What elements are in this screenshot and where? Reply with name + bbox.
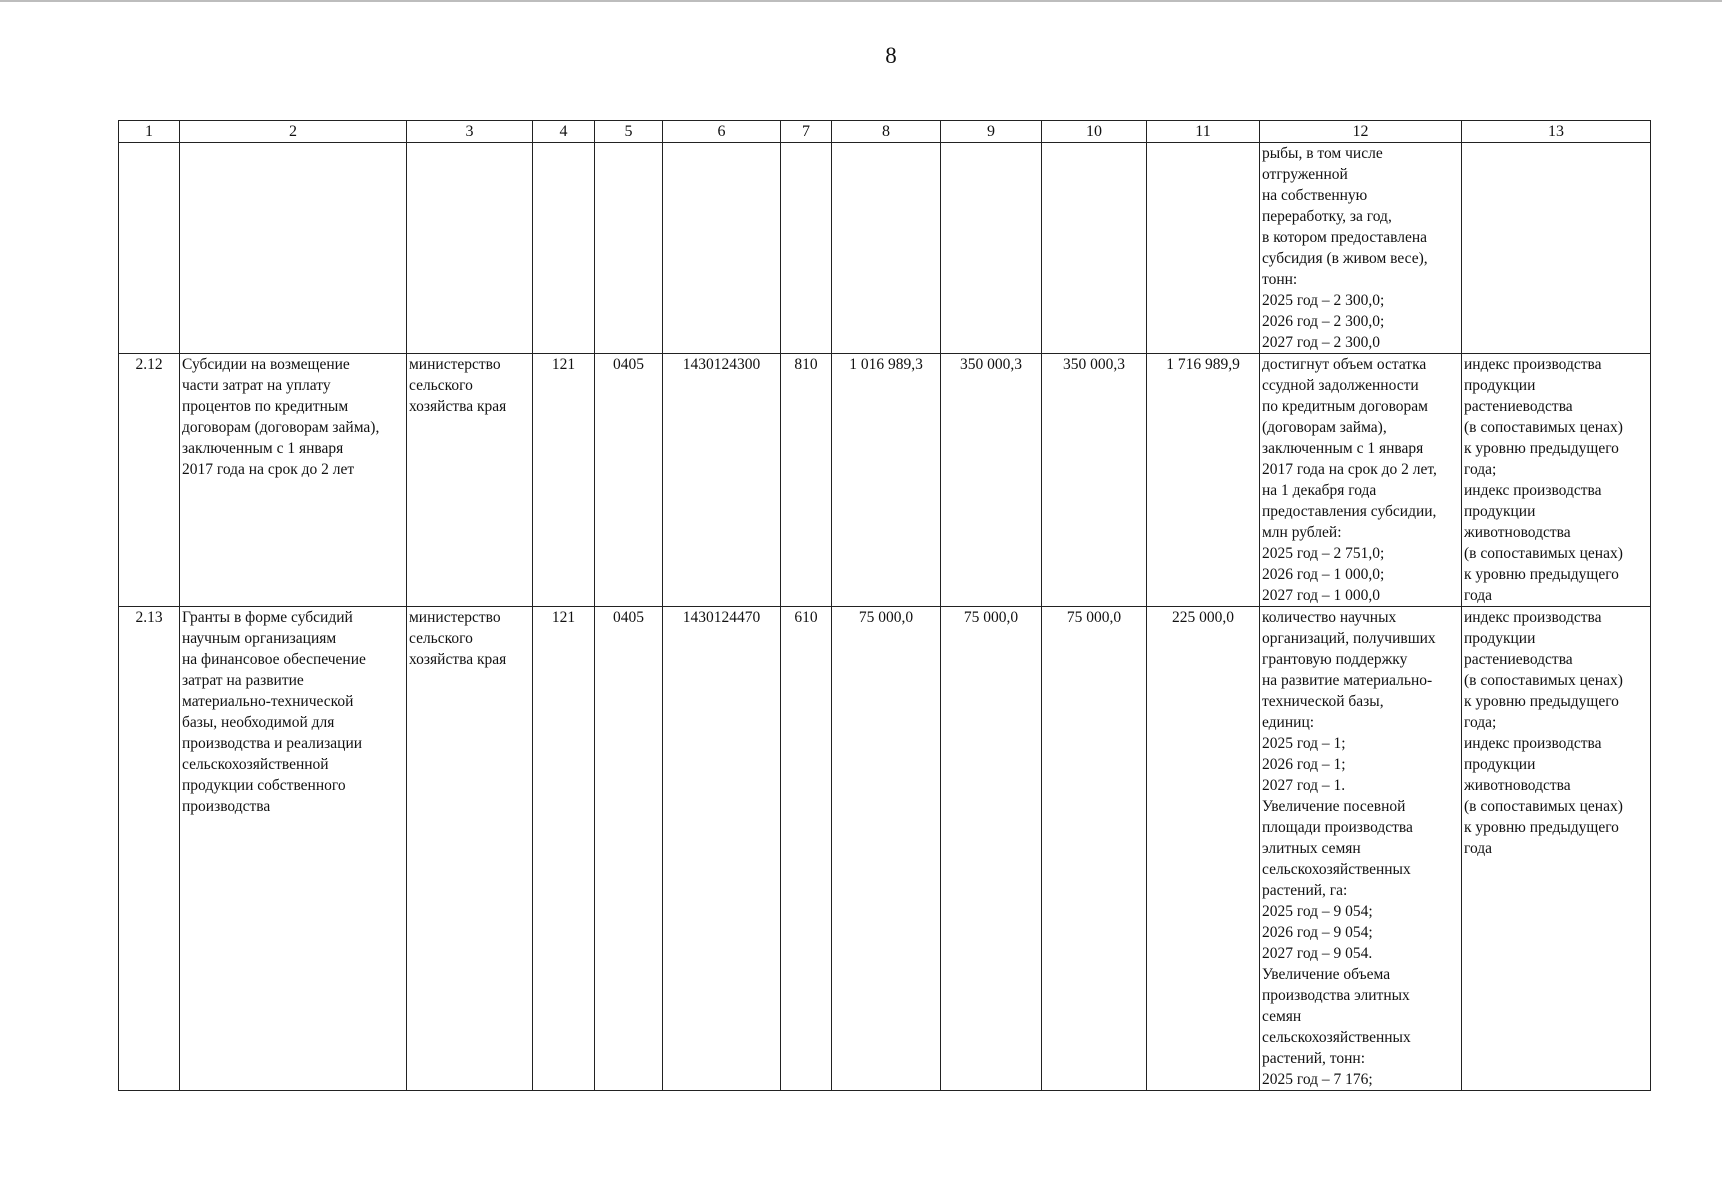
- cell-agency-line: хозяйства края: [409, 651, 507, 668]
- cell-result-line: предоставления субсидии,: [1262, 503, 1437, 520]
- cell-item-number: 2.12: [119, 354, 180, 607]
- cell-code-4: 121: [533, 354, 595, 607]
- cell-result-line: площади производства: [1262, 819, 1413, 836]
- cell-code-6: [663, 143, 781, 354]
- cell-measure-name-line: на финансовое обеспечение: [182, 651, 366, 668]
- cell-indicator-line: индекс производства: [1464, 609, 1602, 626]
- cell-amount-10: 75 000,0: [1042, 607, 1147, 1091]
- cell-indicator-line: к уровню предыдущего: [1464, 693, 1619, 710]
- cell-agency-line: хозяйства края: [409, 398, 507, 415]
- column-header: 13: [1462, 121, 1651, 143]
- cell-result-line: на 1 декабря года: [1262, 482, 1377, 499]
- column-header: 11: [1147, 121, 1260, 143]
- cell-amount-9: 350 000,3: [941, 354, 1042, 607]
- cell-indicator-line: к уровню предыдущего: [1464, 566, 1619, 583]
- cell-result-line: Увеличение посевной: [1262, 798, 1406, 815]
- cell-indicator-line: (в сопоставимых ценах): [1464, 798, 1623, 815]
- cell-result-line: 2025 год – 2 751,0;: [1262, 545, 1385, 562]
- cell-code-5: 0405: [595, 354, 663, 607]
- cell-indicator-line: к уровню предыдущего: [1464, 819, 1619, 836]
- cell-indicator-line: растениеводства: [1464, 398, 1573, 415]
- cell-agency-line: министерство: [409, 609, 501, 626]
- cell-indicator-line: продукции: [1464, 756, 1536, 773]
- cell-indicator-line: (в сопоставимых ценах): [1464, 419, 1623, 436]
- cell-indicator: [1462, 143, 1651, 354]
- cell-amount-11: [1147, 143, 1260, 354]
- cell-indicator-line: животноводства: [1464, 777, 1571, 794]
- cell-measure-name-line: научным организациям: [182, 630, 337, 647]
- cell-result-line: заключенным с 1 января: [1262, 440, 1424, 457]
- cell-indicator-line: года: [1464, 587, 1493, 604]
- cell-item-number: [119, 143, 180, 354]
- cell-indicator-line: (в сопоставимых ценах): [1464, 545, 1623, 562]
- cell-amount-10: [1042, 143, 1147, 354]
- cell-measure-name-line: части затрат на уплату: [182, 377, 331, 394]
- cell-measure-name-line: сельскохозяйственной: [182, 756, 329, 773]
- cell-indicator: [1462, 607, 1651, 1091]
- cell-code-7: 610: [781, 607, 832, 1091]
- cell-amount-8: 1 016 989,3: [832, 354, 941, 607]
- cell-result-line: 2027 год – 9 054.: [1262, 945, 1373, 962]
- cell-code-4: [533, 143, 595, 354]
- column-header: 4: [533, 121, 595, 143]
- cell-code-6: 1430124470: [663, 607, 781, 1091]
- column-header: 7: [781, 121, 832, 143]
- column-header: 1: [119, 121, 180, 143]
- cell-result-line: субсидия (в живом весе),: [1262, 250, 1428, 267]
- cell-indicator-line: года;: [1464, 714, 1497, 731]
- cell-measure-name-line: продукции собственного: [182, 777, 346, 794]
- cell-measure-name: [180, 607, 407, 1091]
- cell-result-line: в котором предоставлена: [1262, 229, 1428, 246]
- column-header: 10: [1042, 121, 1147, 143]
- cell-agency-line: сельского: [409, 377, 473, 394]
- cell-code-6: 1430124300: [663, 354, 781, 607]
- cell-indicator-line: индекс производства: [1464, 735, 1602, 752]
- cell-measure-name-line: заключенным с 1 января: [182, 440, 344, 457]
- cell-result-line: на развитие материально-: [1262, 672, 1433, 689]
- cell-amount-10: 350 000,3: [1042, 354, 1147, 607]
- cell-amount-11: 1 716 989,9: [1147, 354, 1260, 607]
- cell-result-line: технической базы,: [1262, 693, 1384, 710]
- cell-indicator-line: продукции: [1464, 503, 1536, 520]
- cell-amount-8: 75 000,0: [832, 607, 941, 1091]
- cell-indicator-line: продукции: [1464, 630, 1536, 647]
- cell-result-line: 2026 год – 1;: [1262, 756, 1346, 773]
- cell-result-line: растений, тонн:: [1262, 1050, 1366, 1067]
- cell-agency: [407, 354, 533, 607]
- cell-amount-11: 225 000,0: [1147, 607, 1260, 1091]
- cell-amount-8: [832, 143, 941, 354]
- cell-result-line: 2017 года на срок до 2 лет,: [1262, 461, 1437, 478]
- cell-indicator-line: года;: [1464, 461, 1497, 478]
- cell-result-line: 2025 год – 7 176;: [1262, 1071, 1373, 1088]
- cell-agency-line: министерство: [409, 356, 501, 373]
- cell-result-line: количество научных: [1262, 609, 1397, 626]
- cell-result-line: грантовую поддержку: [1262, 651, 1408, 668]
- cell-code-7: [781, 143, 832, 354]
- cell-measure-name-line: производства: [182, 798, 271, 815]
- cell-result: [1260, 354, 1462, 607]
- cell-measure-name-line: Субсидии на возмещение: [182, 356, 350, 373]
- cell-result-line: 2025 год – 1;: [1262, 735, 1346, 752]
- cell-item-number: 2.13: [119, 607, 180, 1091]
- cell-result-line: производства элитных: [1262, 987, 1410, 1004]
- column-header: 2: [180, 121, 407, 143]
- cell-result-line: млн рублей:: [1262, 524, 1342, 541]
- column-header: 9: [941, 121, 1042, 143]
- cell-code-4: 121: [533, 607, 595, 1091]
- cell-result-line: элитных семян: [1262, 840, 1361, 857]
- cell-indicator: [1462, 354, 1651, 607]
- cell-indicator-line: индекс производства: [1464, 356, 1602, 373]
- cell-result-line: тонн:: [1262, 271, 1298, 288]
- cell-result-line: ссудной задолженности: [1262, 377, 1419, 394]
- cell-measure-name-line: затрат на развитие: [182, 672, 304, 689]
- cell-agency: [407, 143, 533, 354]
- cell-agency-line: сельского: [409, 630, 473, 647]
- cell-result-line: растений, га:: [1262, 882, 1348, 899]
- cell-result: [1260, 607, 1462, 1091]
- cell-result-line: 2026 год – 1 000,0;: [1262, 566, 1385, 583]
- table-header-row: [119, 121, 1651, 143]
- cell-indicator-line: животноводства: [1464, 524, 1571, 541]
- cell-measure-name-line: процентов по кредитным: [182, 398, 349, 415]
- cell-result-line: рыбы, в том числе: [1262, 145, 1383, 162]
- table-row: [119, 354, 1651, 607]
- cell-measure-name: [180, 143, 407, 354]
- cell-indicator-line: года: [1464, 840, 1493, 857]
- cell-result-line: 2025 год – 9 054;: [1262, 903, 1373, 920]
- cell-result-line: сельскохозяйственных: [1262, 861, 1411, 878]
- cell-code-7: 810: [781, 354, 832, 607]
- cell-measure-name: [180, 354, 407, 607]
- budget-table: [118, 120, 1651, 1091]
- cell-indicator-line: (в сопоставимых ценах): [1464, 672, 1623, 689]
- cell-result-line: 2026 год – 9 054;: [1262, 924, 1373, 941]
- cell-result-line: 2027 год – 1.: [1262, 777, 1346, 794]
- column-header: 8: [832, 121, 941, 143]
- column-header: 6: [663, 121, 781, 143]
- cell-result-line: достигнут объем остатка: [1262, 356, 1427, 373]
- cell-measure-name-line: базы, необходимой для: [182, 714, 335, 731]
- cell-result-line: (договорам займа),: [1262, 419, 1387, 436]
- cell-result-line: Увеличение объема: [1262, 966, 1391, 983]
- cell-result-line: сельскохозяйственных: [1262, 1029, 1411, 1046]
- cell-measure-name-line: Гранты в форме субсидий: [182, 609, 353, 626]
- cell-code-5: 0405: [595, 607, 663, 1091]
- cell-indicator-line: индекс производства: [1464, 482, 1602, 499]
- column-header: 5: [595, 121, 663, 143]
- cell-indicator-line: продукции: [1464, 377, 1536, 394]
- cell-result-line: 2027 год – 1 000,0: [1262, 587, 1381, 604]
- cell-amount-9: [941, 143, 1042, 354]
- cell-result-line: единиц:: [1262, 714, 1315, 731]
- cell-result-line: семян: [1262, 1008, 1302, 1025]
- table-row: [119, 143, 1651, 354]
- cell-result-line: на собственную: [1262, 187, 1368, 204]
- cell-measure-name-line: производства и реализации: [182, 735, 363, 752]
- cell-indicator-line: к уровню предыдущего: [1464, 440, 1619, 457]
- cell-result-line: отгруженной: [1262, 166, 1348, 183]
- cell-result-line: 2027 год – 2 300,0: [1262, 334, 1381, 351]
- page-number: 8: [885, 43, 897, 68]
- cell-result-line: переработку, за год,: [1262, 208, 1392, 225]
- page-top-rule: [0, 0, 1722, 2]
- cell-result-line: 2026 год – 2 300,0;: [1262, 313, 1385, 330]
- cell-measure-name-line: договорам (договорам займа),: [182, 419, 380, 436]
- cell-measure-name-line: 2017 года на срок до 2 лет: [182, 461, 355, 478]
- cell-code-5: [595, 143, 663, 354]
- cell-result-line: 2025 год – 2 300,0;: [1262, 292, 1385, 309]
- cell-indicator-line: растениеводства: [1464, 651, 1573, 668]
- cell-result: [1260, 143, 1462, 354]
- cell-result-line: организаций, получивших: [1262, 630, 1436, 647]
- cell-result-line: по кредитным договорам: [1262, 398, 1428, 415]
- column-header: 3: [407, 121, 533, 143]
- cell-measure-name-line: материально-технической: [182, 693, 354, 710]
- table-row: [119, 607, 1651, 1091]
- cell-amount-9: 75 000,0: [941, 607, 1042, 1091]
- cell-agency: [407, 607, 533, 1091]
- column-header: 12: [1260, 121, 1462, 143]
